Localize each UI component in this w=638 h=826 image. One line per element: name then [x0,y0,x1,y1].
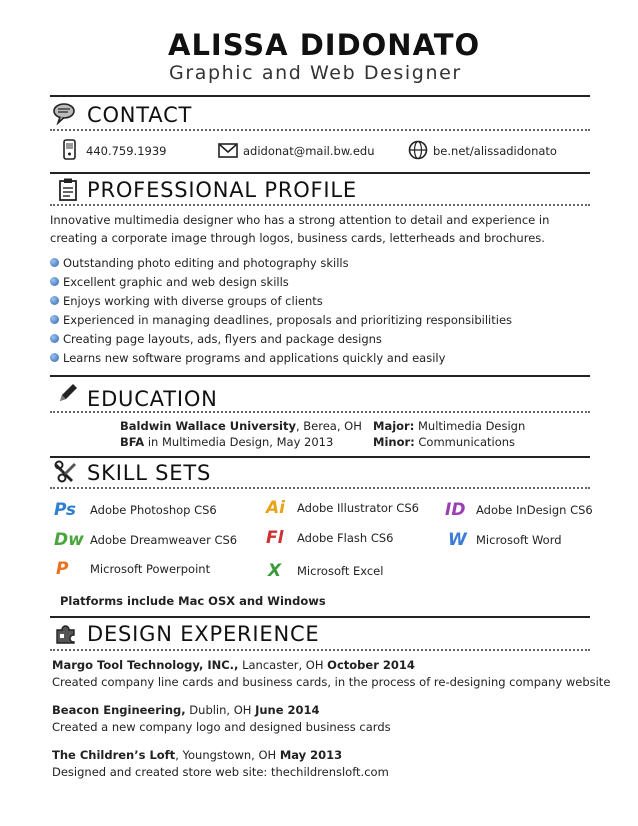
skill-powerpoint: P Microsoft Powerpoint [56,559,211,579]
job-entry [52,702,391,736]
skill-photoshop: Ps Adobe Photoshop CS6 [54,500,217,520]
profile-summary: Innovative multimedia designer who has a strong attention to detail and experience in creating a corporate image through logos, business cards, letterheads and brochures. [50,213,550,245]
profile-rule [50,204,590,206]
globe-icon [408,140,428,160]
tools-icon [54,460,78,484]
list-item: Creating page layouts, ads, flyers and package designs [50,329,590,348]
list-item: Outstanding photo editing and photography skills [50,253,590,272]
job-header: Margo Tool Technology, INC., Lancaster, OH October 2014 [52,658,415,672]
skills-rule [50,487,590,489]
bullet-icon [50,315,59,324]
flash-icon: Fl [266,528,284,548]
job-entry [52,657,610,691]
bullet-icon [50,258,59,267]
experience-rule [50,649,590,651]
candidate-title: Graphic and Web Designer [169,62,462,84]
profile-bottom-rule [50,375,590,377]
illustrator-icon: Ai [266,498,285,518]
bullet-icon [50,334,59,343]
job-header: The Children’s Loft, Youngstown, OH May 2013 [52,748,343,762]
skills-heading: SKILL SETS [87,461,212,485]
excel-icon: X [268,561,282,581]
contact-phone: 440.759.1939 [86,144,167,158]
education-bottom-rule [50,456,590,458]
list-item: Learns new software programs and applications quickly and easily [50,348,590,367]
header-rule [50,95,590,97]
skills-platforms: Platforms include Mac OSX and Windows [60,594,326,608]
contact-email[interactable]: adidonat@mail.bw.edu [243,144,375,158]
speech-bubble-icon [52,101,76,125]
education-heading: EDUCATION [87,387,218,411]
contact-heading: CONTACT [87,103,193,127]
powerpoint-icon: P [56,559,69,579]
dreamweaver-icon: Dw [54,530,84,550]
job-description: Designed and created store web site: thechildrensloft.com [52,765,389,779]
envelope-icon [218,141,238,159]
contact-bottom-rule [50,172,590,174]
job-entry [52,747,389,781]
bullet-icon [50,277,59,286]
job-description: Created a new company logo and designed business cards [52,720,391,734]
skill-word: W Microsoft Word [448,530,562,550]
skill-illustrator: Ai Adobe Illustrator CS6 [266,498,419,518]
phone-icon [62,139,78,161]
skill-excel: X Microsoft Excel [268,561,384,581]
bullet-icon [50,353,59,362]
indesign-icon: ID [445,500,466,520]
education-degree-line: BFA in Multimedia Design, May 2013 [120,435,334,449]
education-school-line: Baldwin Wallace University, Berea, OH [120,419,362,433]
education-major-line: Major: Multimedia Design [373,419,526,433]
contact-website[interactable]: be.net/alissadidonato [433,144,557,158]
skills-bottom-rule [50,616,590,618]
job-header: Beacon Engineering, Dublin, OH June 2014 [52,703,320,717]
education-rule [50,411,590,413]
job-description: Created company line cards and business cards, in the process of re-designing company website [52,675,611,689]
education-minor-line: Minor: Communications [373,435,516,449]
puzzle-icon [54,621,78,645]
profile-heading: PROFESSIONAL PROFILE [87,178,357,202]
candidate-name: ALISSA DIDONATO [168,28,481,62]
photoshop-icon: Ps [54,500,76,520]
profile-bullet-list [50,253,590,367]
skill-flash: Fl Adobe Flash CS6 [266,528,394,548]
list-item: Excellent graphic and web design skills [50,272,590,291]
list-item: Experienced in managing deadlines, proposals and prioritizing responsibilities [50,310,590,329]
contact-rule [50,129,590,131]
skill-dreamweaver: Dw Adobe Dreamweaver CS6 [54,530,238,550]
clipboard-icon [56,177,80,201]
pen-icon [56,381,80,405]
word-icon: W [448,530,467,550]
skill-indesign: ID Adobe InDesign CS6 [445,500,593,520]
bullet-icon [50,296,59,305]
experience-heading: DESIGN EXPERIENCE [87,622,320,646]
list-item: Enjoys working with diverse groups of clients [50,291,590,310]
